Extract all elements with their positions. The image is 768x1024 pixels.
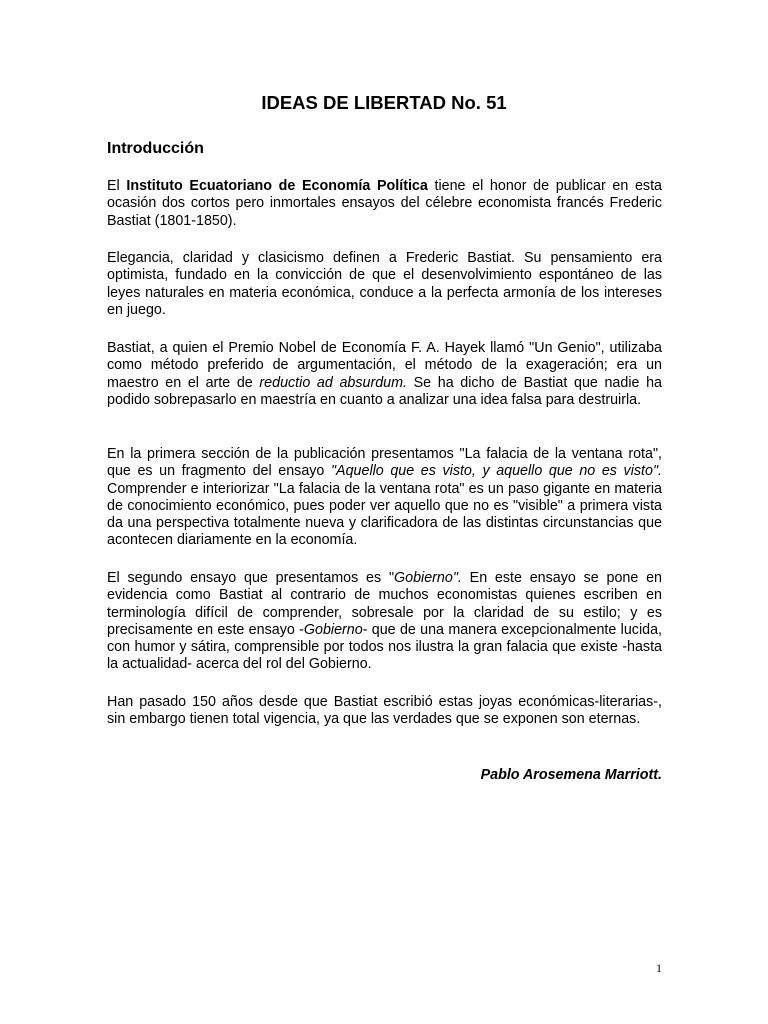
institute-name: Instituto Ecuatoriano de Economía Política <box>126 178 428 194</box>
paragraph-4-text-a: En la primera sección de la publicación presentamos "La falacia de la ventana rota", que es un fragmento del ensayo <box>107 446 662 480</box>
paragraph-4-text-b: Comprender e interiorizar "La falacia de la ventana rota" es un paso gigante en materia de conocimiento económico, pues poder ver aquello que no es "visible" a primera vista da una perspectiva totalmente nueva y clarificadora de las distintas circunstancias que acontecen diariamente en la economía. <box>107 480 662 549</box>
paragraph-6: Han pasado 150 años desde que Bastiat escribió estas joyas económicas-literarias-, sin embargo tienen total vigencia, ya que las verdades que se exponen son eternas. <box>107 694 662 728</box>
paragraph-5-text-c: - que de una manera excepcionalmente lucida, con humor y sátira, comprensible por todos nos ilustra la gran falacia que existe -hasta la actualidad- acerca del rol del Gobierno. <box>107 621 662 673</box>
paragraph-5-text-b: En este ensayo se pone en evidencia como Bastiat al contrario de muchos economistas quienes escriben en terminología difícil de comprender, sobresale por la claridad de su estilo; y es precisamente en este ensayo - <box>107 570 662 638</box>
page-title: IDEAS DE LIBERTAD No. 51 <box>261 92 507 113</box>
paragraph-5-text-a: El segundo ensayo que presentamos es " <box>107 570 395 586</box>
page-number: 1 <box>656 961 662 975</box>
paragraph-1 <box>107 178 662 230</box>
paragraph-4 <box>107 446 662 550</box>
latin-phrase: reductio ad absurdum. <box>259 374 407 391</box>
paragraph-1-text-b: tiene el honor de publicar en esta ocasión dos cortos pero inmortales ensayos del célebre economista francés Frederic Bastiat (1801-1850). <box>107 178 662 229</box>
paragraph-3 <box>107 340 662 409</box>
essay-title-visto: "Aquello que es visto, y aquello que no es visto". <box>330 463 662 480</box>
essay-name-gobierno-inline: Gobierno <box>303 621 363 638</box>
paragraph-1-text-a: El <box>107 178 127 194</box>
essay-title-gobierno: Gobierno". <box>394 570 462 586</box>
paragraph-3-text-a: Bastiat, a quien el Premio Nobel de Economía F. A. Hayek llamó "Un Genio", utilizaba como método preferido de argumentación, el método de la exageración; era un maestro en el arte de <box>107 340 662 391</box>
paragraph-5 <box>107 570 662 674</box>
paragraph-3-text-b: Se ha dicho de Bastiat que nadie ha podido sobrepasarlo en maestría en cuanto a analizar una idea falsa para destruirla. <box>107 374 663 408</box>
section-heading: Introducción <box>107 140 204 157</box>
paragraph-2: Elegancia, claridad y clasicismo definen a Frederic Bastiat. Su pensamiento era optimista, fundado en la convicción de que el desenvolvimiento espontáneo de las leyes naturales en materia económica, conduce a la perfecta armonía de los intereses en juego. <box>107 250 662 318</box>
author-signature: Pablo Arosemena Marriott. <box>480 767 662 783</box>
